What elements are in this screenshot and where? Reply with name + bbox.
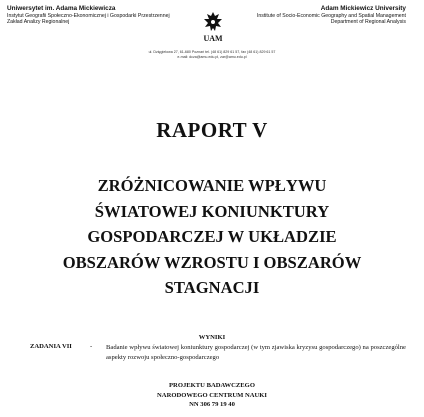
task-dash: -: [90, 343, 93, 350]
letterhead: [0, 0, 424, 70]
letterhead-left: [7, 6, 170, 26]
main-title-line: OBSZARÓW WZROSTU I OBSZARÓW: [62, 252, 362, 272]
university-name-pl: Uniwersytet im. Adama Mickiewicza: [7, 5, 116, 12]
task-description: Badanie wpływu światowej koniunktury gospodarczej (w tym zjawiska kryzysu gospodarczego) na poszczególne aspekty rozwoju społeczno-gospodarczego: [106, 344, 406, 361]
department-name-pl: Zakład Analizy Regionalnej: [7, 19, 70, 26]
email-line: e-mail: dcza@amu.edu.pl, zar@amu.edu.pl: [177, 55, 247, 59]
main-title: [40, 173, 384, 301]
university-name-en: Adam Mickiewicz University: [320, 5, 406, 12]
institute-name-pl: Instytut Geografii Społeczno-Ekonomicznej i Gospodarki Przestrzennej: [7, 12, 170, 19]
main-title-line: GOSPODARCZEJ W UKŁADZIE: [87, 227, 337, 246]
university-logo-icon: [196, 10, 230, 44]
address-block: [0, 50, 424, 60]
main-title-line: ZRÓŻNICOWANIE WPŁYWU: [97, 176, 327, 195]
results-label: WYNIKI: [198, 334, 226, 341]
department-name-en: Department of Regional Analysis: [330, 19, 406, 26]
report-title: RAPORT V: [156, 118, 268, 142]
funder-line: NARODOWEGO CENTRUM NAUKI: [157, 391, 267, 399]
project-line: PROJEKTU BADAWCZEGO: [169, 382, 255, 389]
address-line: ul. Dzięgielowa 27, 61-680 Poznań tel. (48 61) 829 61 57, fax (48 61) 829 61 57: [148, 50, 276, 54]
logo-text: UAM: [203, 34, 223, 43]
main-title-line: STAGNACJI: [164, 278, 260, 297]
task-label: ZADANIA VII: [30, 343, 72, 350]
project-info: [0, 381, 424, 410]
letterhead-right: [257, 6, 406, 26]
grant-number: NN 306 79 19 40: [189, 401, 235, 408]
institute-name-en: Institute of Socio-Economic Geography and Spatial Management: [256, 12, 406, 19]
main-title-line: ŚWIATOWEJ KONIUNKTURY: [94, 201, 330, 221]
